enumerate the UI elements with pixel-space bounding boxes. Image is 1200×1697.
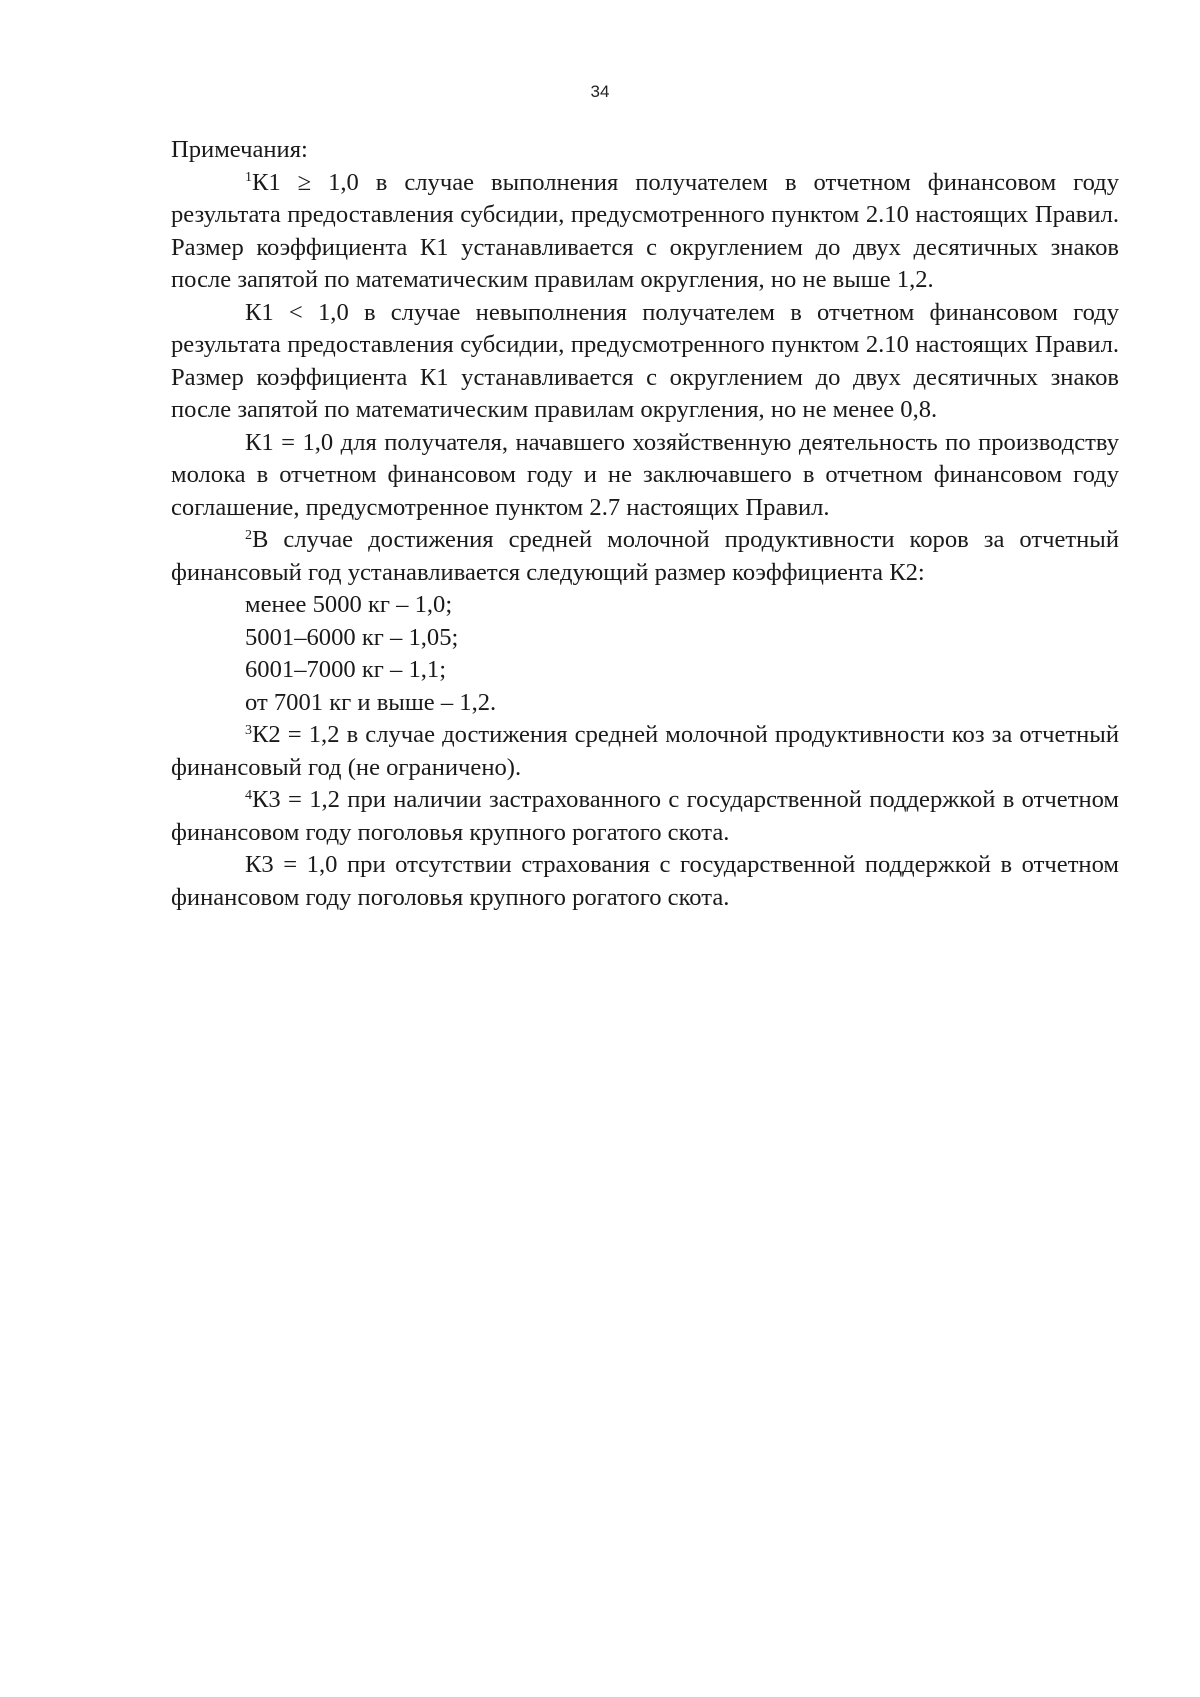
k2-list-item: 6001–7000 кг – 1,1;: [245, 656, 447, 683]
note-k3-insured-text: К3 = 1,2 при наличии застрахованного с государственной поддержкой в отчетном финансовом году поголовья крупного рогатого скота.: [171, 786, 1119, 846]
note-k2-goats: [171, 719, 1119, 784]
k2-list-item: от 7001 кг и выше – 1,2.: [245, 688, 497, 716]
k2-list-item: менее 5000 кг – 1,0;: [245, 591, 453, 618]
footnote-mark-1: 1: [245, 170, 252, 186]
notes-section: [171, 134, 1119, 914]
note-k1-greater-equal-text: К1 ≥ 1,0 в случае выполнения получателем в отчетном финансовом году результата предоставления субсидии, предусмотренного пунктом 2.10 настоящих Правил. Размер коэффициента К1 устанавливается с округлением до двух десятичных знаков после запятой по математическим правилам округления, но не выше 1,2.: [171, 168, 1119, 293]
note-k3-insured: [171, 784, 1119, 849]
k2-list-item: 5001–6000 кг – 1,05;: [245, 623, 459, 651]
note-k1-less: [171, 297, 1119, 427]
note-k2-goats-text: К2 = 1,2 в случае достижения средней молочной продуктивности коз за отчетный финансовый год (не ограничено).: [171, 721, 1119, 781]
note-k1-equal-text: К1 = 1,0 для получателя, начавшего хозяйственную деятельность по производству молока в отчетном финансовом году и не заключавшего в отчетном финансовом году соглашение, предусмотренное пунктом 2.7 настоящих Правил.: [171, 428, 1119, 521]
note-k1-equal: [171, 427, 1119, 525]
note-k2-intro: [171, 524, 1119, 589]
note-k3-uninsured: [171, 849, 1119, 914]
note-k1-less-text: К1 < 1,0 в случае невыполнения получателем в отчетном финансовом году результата предоставления субсидии, предусмотренного пунктом 2.10 настоящих Правил. Размер коэффициента К1 устанавливается с округлением до двух десятичных знаков после запятой по математическим правилам округления, но не менее 0,8.: [171, 298, 1119, 423]
note-k3-uninsured-text: К3 = 1,0 при отсутствии страхования с государственной поддержкой в отчетном финансовом году поголовья крупного рогатого скота.: [171, 851, 1119, 911]
footnote-mark-4: 4: [245, 787, 252, 803]
notes-heading: Примечания:: [171, 136, 308, 163]
page-number: 34: [590, 82, 610, 101]
footnote-mark-2: 2: [245, 527, 252, 543]
note-k2-intro-text: В случае достижения средней молочной продуктивности коров за отчетный финансовый год устанавливается следующий размер коэффициента К2:: [171, 526, 1119, 586]
note-k1-greater-equal: [171, 167, 1119, 297]
footnote-mark-3: 3: [245, 722, 252, 738]
